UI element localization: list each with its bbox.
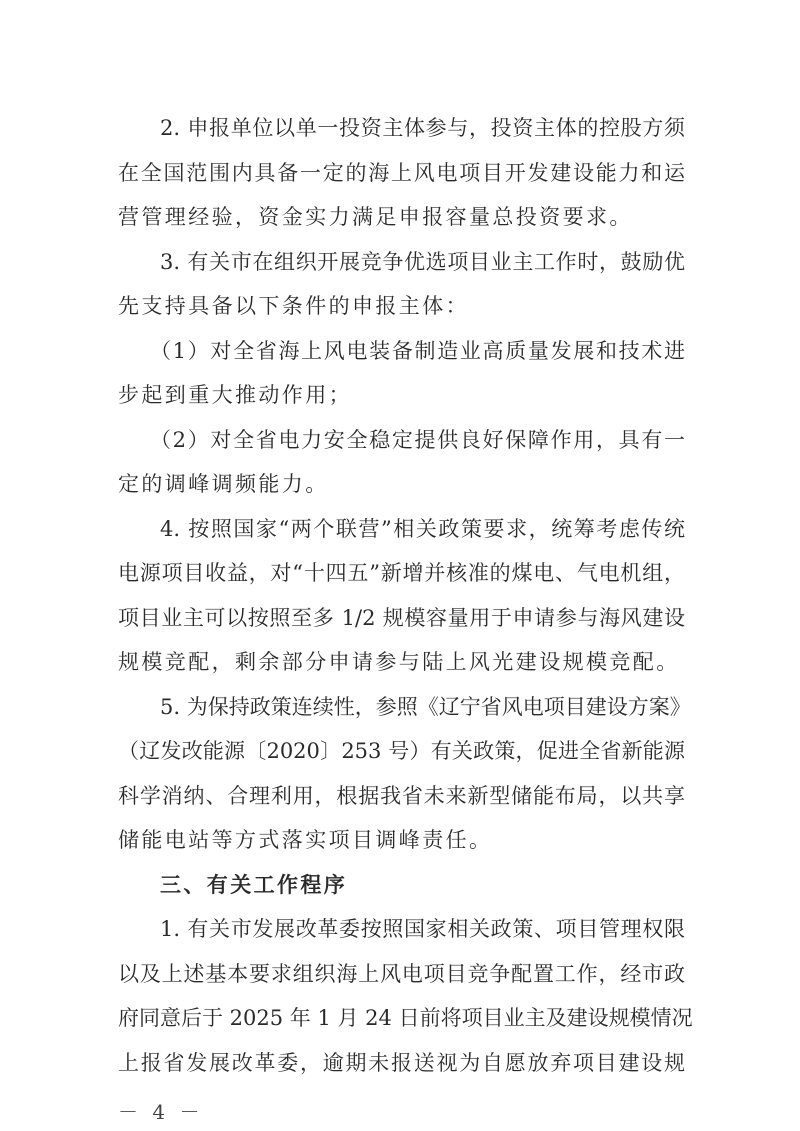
paragraph-line: （2）对全省电力安全稳定提供良好保障作用，具有一 [150, 428, 685, 452]
page-number: － 4 － [118, 1100, 204, 1124]
paragraph-line: 规模竞配，剩余部分申请参与陆上风光建设规模竞配。 [118, 650, 680, 674]
paragraph-line: 5. 为保持政策连续性，参照《辽宁省风电项目建设方案》 [160, 695, 691, 719]
paragraph-line: 定的调峰调频能力。 [118, 472, 329, 496]
paragraph-line: 1. 有关市发展改革委按照国家相关政策、项目管理权限 [160, 917, 685, 941]
paragraph-line: 以及上述基本要求组织海上风电项目竞争配置工作，经市政 [118, 962, 685, 986]
paragraph-line: 2. 申报单位以单一投资主体参与，投资主体的控股方须 [160, 116, 685, 140]
paragraph-line: 步起到重大推动作用； [118, 383, 352, 407]
paragraph-line: 上报省发展改革委，逾期未报送视为自愿放弃项目建设规 [118, 1051, 685, 1075]
paragraph-line: 府同意后于 2025 年 1 月 24 日前将项目业主及建设规模情况 [118, 1006, 693, 1030]
paragraph-line: 营管理经验，资金实力满足申报容量总投资要求。 [118, 205, 633, 229]
section-heading: 三、有关工作程序 [160, 873, 348, 897]
paragraph-line: 先支持具备以下条件的申报主体： [118, 294, 469, 318]
paragraph-line: （辽发改能源〔2020〕253 号）有关政策，促进全省新能源 [118, 739, 685, 763]
paragraph-line: 在全国范围内具备一定的海上风电项目开发建设能力和运 [118, 161, 685, 185]
paragraph-line: 科学消纳、合理利用，根据我省未来新型储能布局，以共享 [118, 784, 685, 808]
paragraph-line: 4. 按照国家“两个联营”相关政策要求，统筹考虑传统 [160, 517, 685, 541]
paragraph-line: 储能电站等方式落实项目调峰责任。 [118, 828, 493, 852]
paragraph-line: 电源项目收益，对“十四五”新增并核准的煤电、气电机组， [118, 561, 685, 585]
paragraph-line: （1）对全省海上风电装备制造业高质量发展和技术进 [150, 339, 685, 363]
paragraph-line: 项目业主可以按照至多 1/2 规模容量用于申请参与海风建设 [118, 606, 685, 630]
paragraph-line: 3. 有关市在组织开展竞争优选项目业主工作时，鼓励优 [160, 250, 685, 274]
